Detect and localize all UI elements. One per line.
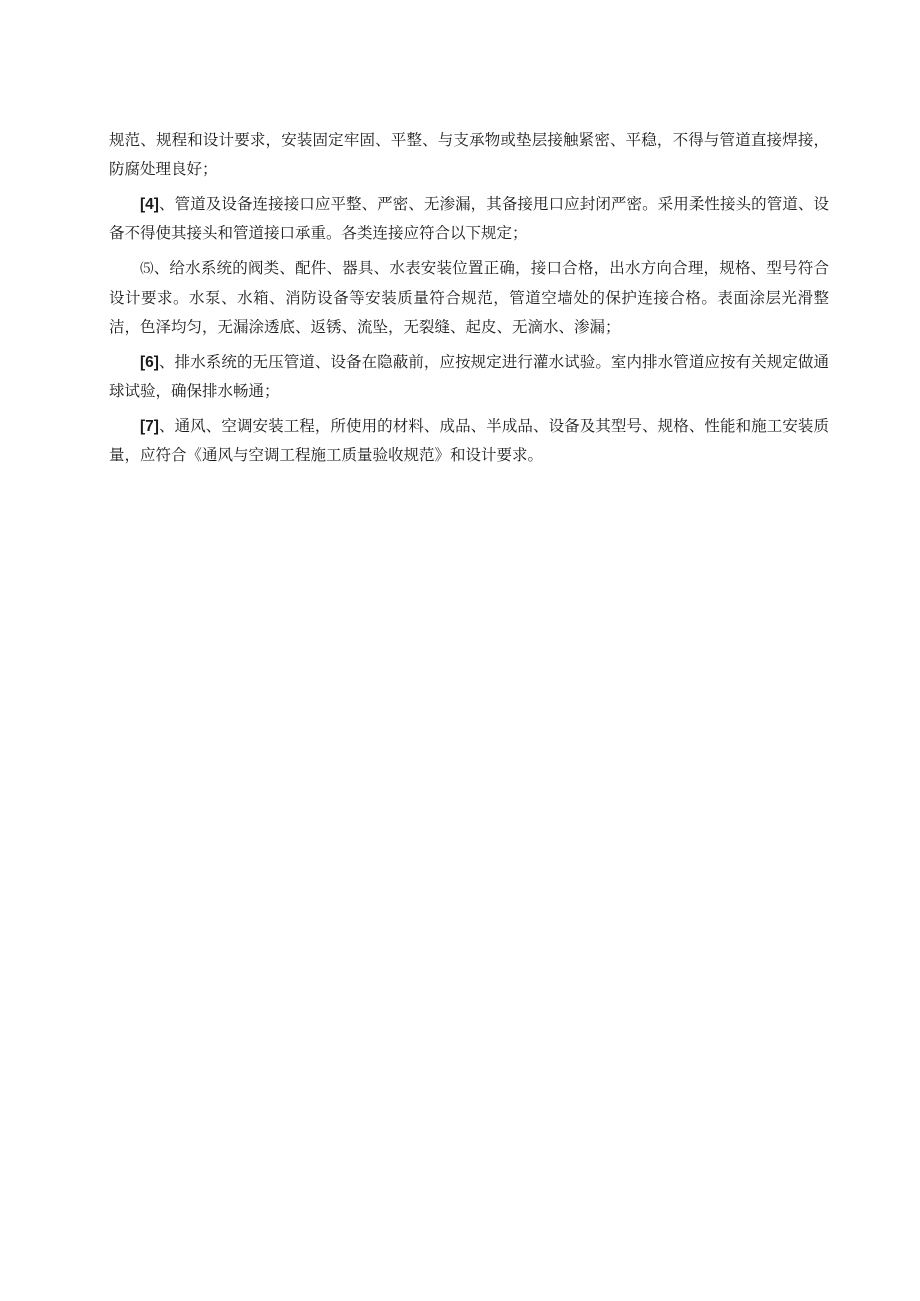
paragraph-item-7	[109, 412, 829, 470]
item-marker: [6]	[140, 354, 159, 371]
paragraph-text: 、管道及设备连接接口应平整、严密、无渗漏，其备接甩口应封闭严密。采用柔性接头的管道、设备不得使其接头和管道接口承重。各类连接应符合以下规定；	[109, 195, 829, 242]
document-body	[109, 126, 829, 470]
paragraph-item-4	[109, 190, 829, 248]
paragraph-continuation	[109, 126, 829, 184]
paragraph-text: 、给水系统的阀类、配件、器具、水表安装位置正确，接口合格，出水方向合理，规格、型号符合设计要求。水泵、水箱、消防设备等安装质量符合规范，管道空墙处的保护连接合格。表面涂层光滑整洁，色泽均匀，无漏涂透底、返锈、流坠，无裂缝、起皮、无滴水、渗漏；	[109, 259, 829, 336]
item-marker: [4]	[140, 196, 159, 213]
item-marker: ⑸	[140, 261, 154, 277]
paragraph-text: 、排水系统的无压管道、设备在隐蔽前，应按规定进行灌水试验。室内排水管道应按有关规定做通球试验，确保排水畅通；	[109, 353, 829, 400]
paragraph-item-6	[109, 348, 829, 406]
paragraph-text: 规范、规程和设计要求，安装固定牢固、平整、与支承物或垫层接触紧密、平稳，不得与管道直接焊接，防腐处理良好；	[109, 131, 829, 178]
paragraph-item-5	[109, 254, 829, 342]
item-marker: [7]	[140, 418, 159, 435]
paragraph-text: 、通风、空调安装工程，所使用的材料、成品、半成品、设备及其型号、规格、性能和施工安装质量，应符合《通风与空调工程施工质量验收规范》和设计要求。	[109, 417, 829, 464]
